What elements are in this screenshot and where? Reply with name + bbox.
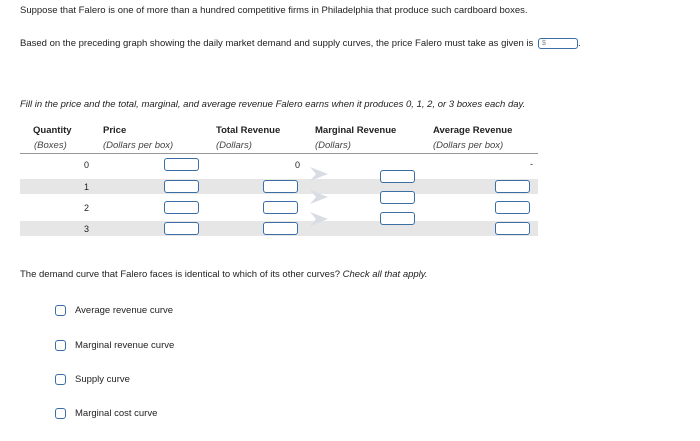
price-question-trail: . [577, 38, 581, 50]
option-marginal-cost[interactable] [55, 408, 157, 419]
average-revenue-input-q2[interactable] [495, 201, 530, 214]
header-quantity: Quantity [33, 125, 72, 136]
option-label: Marginal cost curve [75, 408, 158, 419]
quantity-cell: 0 [84, 160, 90, 170]
chevron-right-icon [308, 211, 330, 227]
table-instructions: Fill in the price and the total, marginal, and average revenue Falero earns when it produces 0, 1, 2, or 3 boxes each day. [20, 99, 526, 110]
quantity-cell: 1 [84, 182, 90, 192]
average-revenue-input-q3[interactable] [495, 222, 530, 235]
intro-text: Suppose that Falero is one of more than a hundred competitive firms in Philadelphia that produce such cardboard boxes. [20, 5, 528, 16]
header-price-unit: (Dollars per box) [103, 140, 174, 151]
price-input-q2[interactable] [164, 201, 199, 214]
quantity-cell: 3 [84, 224, 90, 234]
demand-question [20, 269, 427, 280]
demand-question-text: The demand curve that Falero faces is identical to which of its other curves? [20, 269, 340, 280]
dollar-prefix: $ [541, 40, 546, 47]
marginal-revenue-input-1-2[interactable] [380, 191, 415, 204]
table-row-0 [20, 157, 538, 172]
header-marginal-revenue-unit: (Dollars) [315, 140, 351, 151]
header-total-revenue-unit: (Dollars) [216, 140, 252, 151]
price-input-q1[interactable] [164, 180, 199, 193]
header-price: Price [103, 125, 127, 136]
checkbox[interactable] [55, 305, 66, 316]
marginal-revenue-input-2-3[interactable] [380, 212, 415, 225]
total-revenue-input-q2[interactable] [263, 201, 298, 214]
checkbox[interactable] [55, 408, 66, 419]
option-label: Marginal revenue curve [75, 340, 175, 351]
average-revenue-input-q1[interactable] [495, 180, 530, 193]
price-question-text: Based on the preceding graph showing the daily market demand and supply curves, the price Falero must take as given is [20, 38, 534, 50]
header-total-revenue: Total Revenue [216, 125, 281, 136]
option-average-revenue[interactable] [55, 305, 173, 316]
header-marginal-revenue: Marginal Revenue [315, 125, 397, 136]
total-revenue-input-q1[interactable] [263, 180, 298, 193]
chevron-right-icon [308, 166, 330, 182]
total-revenue-input-q3[interactable] [263, 222, 298, 235]
demand-question-hint: Check all that apply. [342, 269, 428, 280]
header-average-revenue-unit: (Dollars per box) [433, 140, 504, 151]
chevron-right-icon [308, 189, 330, 205]
option-label: Average revenue curve [75, 305, 174, 316]
option-marginal-revenue[interactable] [55, 340, 174, 351]
header-quantity-unit: (Boxes) [34, 140, 67, 151]
marginal-revenue-input-0-1[interactable] [380, 170, 415, 183]
quantity-cell: 2 [84, 203, 90, 213]
price-input-q3[interactable] [164, 222, 199, 235]
option-label: Supply curve [75, 374, 130, 385]
checkbox[interactable] [55, 374, 66, 385]
checkbox[interactable] [55, 340, 66, 351]
price-input-q0[interactable] [164, 158, 199, 171]
header-average-revenue: Average Revenue [433, 125, 513, 136]
average-revenue-cell: - [530, 159, 533, 169]
price-question [20, 38, 581, 49]
total-revenue-cell: 0 [295, 160, 301, 170]
header-divider [20, 153, 538, 154]
price-input[interactable] [538, 38, 578, 49]
option-supply[interactable] [55, 374, 130, 385]
